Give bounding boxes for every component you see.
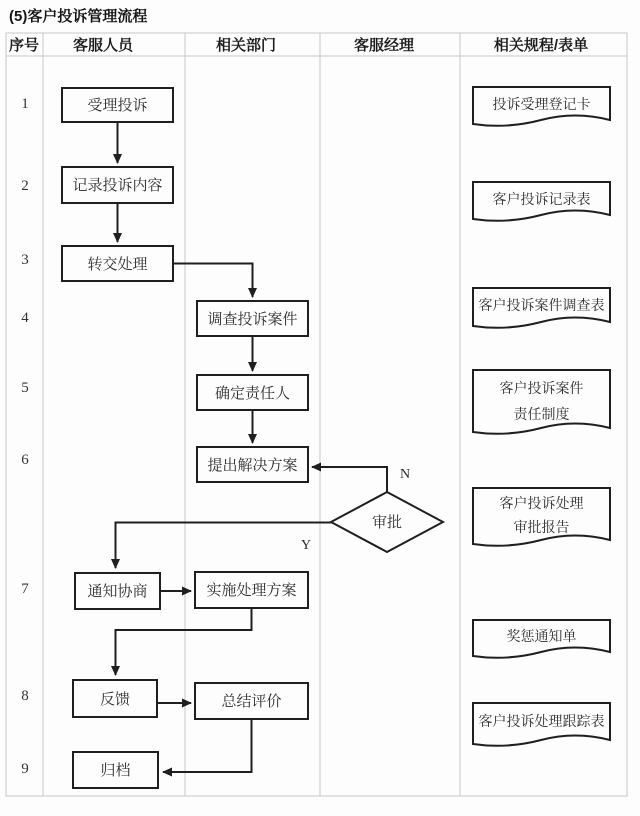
flow-step-record: [62, 167, 173, 203]
flow-step-label: 转交处理: [87, 256, 148, 273]
document-label-line2: 审批报告: [513, 519, 570, 535]
flow-step-label: 总结评价: [221, 693, 282, 710]
document-label: 客户投诉处理跟踪表: [478, 713, 605, 729]
branch-label-yes: Y: [301, 538, 312, 553]
document-case-investigation: [473, 288, 610, 328]
flow-step-determine: [197, 375, 308, 410]
document-responsibility-system: [473, 370, 610, 434]
decision-label: 审批: [371, 514, 403, 531]
document-approval-report: [473, 488, 610, 546]
flow-step-label: 实施处理方案: [206, 582, 297, 599]
row-number-2: 2: [21, 178, 29, 194]
row-number-5: 5: [21, 380, 29, 396]
document-registration-card: [473, 87, 610, 126]
flow-step-label: 记录投诉内容: [72, 177, 163, 194]
table-header-row: [9, 36, 588, 54]
flow-step-investigate: [197, 301, 308, 336]
flow-step-feedback: [73, 680, 157, 717]
flow-step-label: 调查投诉案件: [207, 311, 298, 328]
column-header-staff: 客服人员: [72, 37, 134, 54]
document-label: 客户投诉记录表: [492, 191, 591, 207]
document-label: 投诉受理登记卡: [492, 96, 591, 112]
flow-step-label: 归档: [100, 762, 131, 779]
document-label-line2: 责任制度: [513, 406, 570, 422]
column-header-seq: 序号: [8, 37, 40, 54]
flow-step-transfer: [62, 246, 173, 281]
flow-step-label: 通知协商: [87, 583, 148, 600]
row-number-4: 4: [21, 310, 29, 326]
column-header-manager: 客服经理: [353, 37, 415, 54]
document-label: 客户投诉案件调查表: [478, 297, 605, 313]
branch-label-no: N: [400, 467, 411, 482]
flow-step-notify: [75, 573, 160, 609]
column-header-forms: 相关规程/表单: [493, 37, 589, 54]
flow-step-label: 反馈: [99, 691, 131, 708]
connector-no-branch: [312, 467, 387, 492]
connector-summarize-archive: [163, 719, 252, 772]
document-label-line1: 客户投诉案件: [499, 380, 584, 396]
row-number-6: 6: [21, 452, 29, 468]
row-number-3: 3: [21, 252, 29, 268]
flow-step-propose: [197, 447, 308, 482]
flow-step-implement: [195, 572, 308, 608]
flow-step-summarize: [195, 683, 308, 719]
row-number-8: 8: [21, 688, 29, 704]
document-tracking-form: [473, 703, 610, 746]
column-header-dept: 相关部门: [215, 37, 277, 54]
document-reward-punish-notice: [473, 620, 610, 658]
connector-implement-feedback: [116, 608, 252, 675]
row-number-1: 1: [21, 96, 29, 112]
row-number-9: 9: [21, 761, 29, 777]
row-numbers: [21, 96, 29, 777]
page-title: (5)客户投诉管理流程: [9, 8, 148, 25]
flow-step-label: 受理投诉: [87, 97, 148, 114]
document-label-line1: 客户投诉处理: [499, 495, 584, 511]
document-complaint-record: [473, 182, 610, 221]
connector-yes-branch: [116, 523, 332, 569]
flow-step-accept: [62, 88, 173, 122]
flow-step-archive: [73, 752, 158, 788]
flow-step-label: 确定责任人: [214, 385, 291, 402]
document-label: 奖惩通知单: [506, 628, 577, 644]
row-number-7: 7: [21, 581, 29, 597]
decision-approval: [331, 492, 443, 552]
flow-step-label: 提出解决方案: [207, 457, 298, 474]
